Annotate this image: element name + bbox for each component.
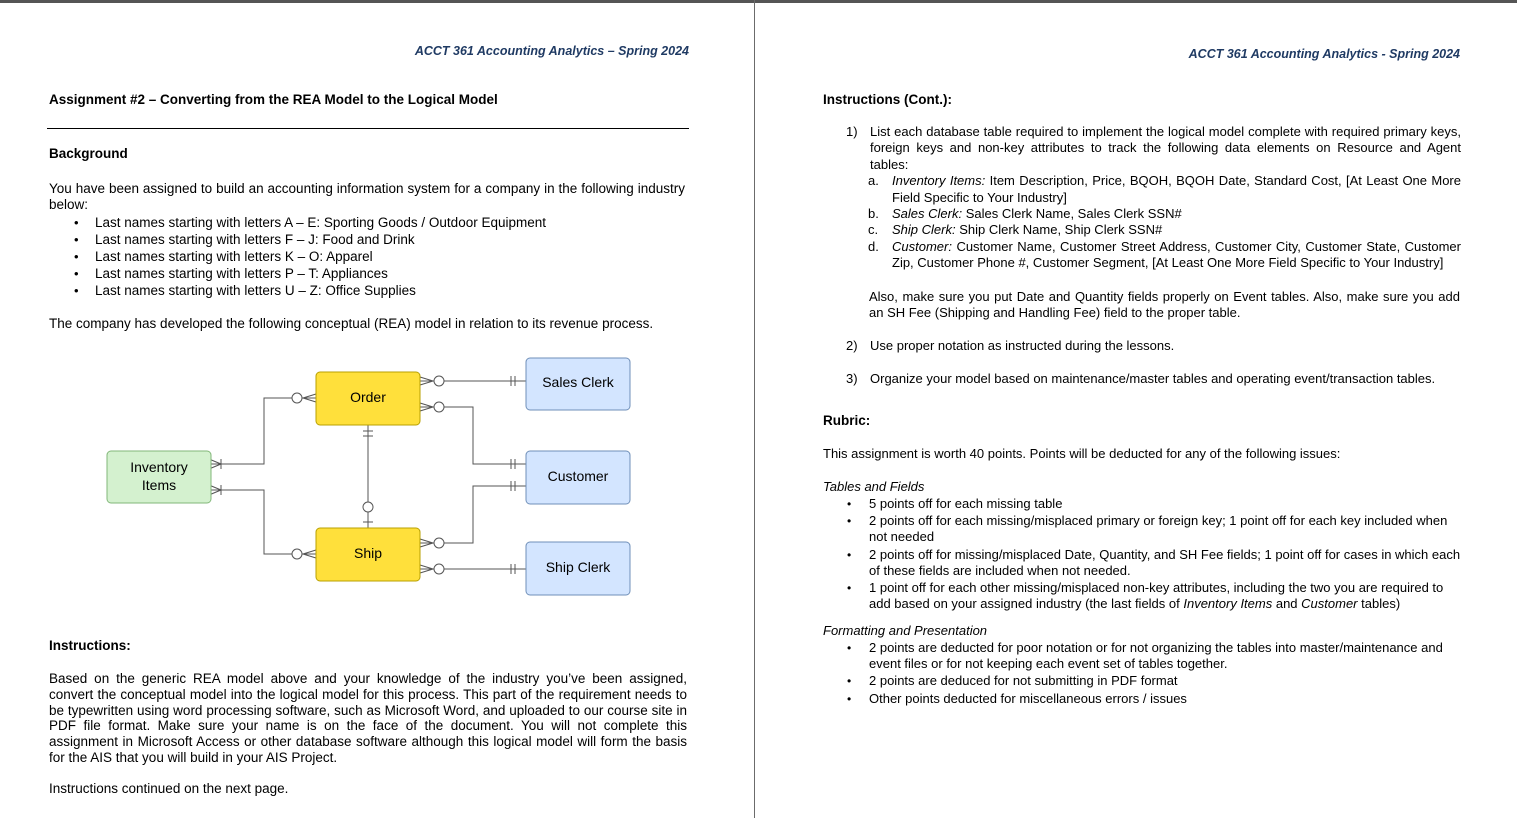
item-text: List each database table required to implement the logical model complete with required primary keys, foreign keys and non-key attributes to track the following data elements on Resource and Agent tables: [870, 124, 1461, 172]
item-number: 1) [846, 124, 858, 139]
also-note: Also, make sure you put Date and Quantity fields properly on Event tables. Also, make sure you add an SH Fee (Shipping and Handling Fee) field to the proper table. [869, 289, 1460, 321]
line-inventory-order [209, 398, 316, 464]
list-item: • 2 points off for each missing/misplaced primary or foreign key; 1 point off for each key included when not needed [823, 513, 1463, 545]
sales-clerk-label: Sales Clerk [542, 374, 614, 390]
list-item: • Last names starting with letters F – J: Food and Drink [49, 232, 689, 249]
list-item: • 1 point off for each other missing/misplaced non-key attributes, including the two you are required to add based on your assigned industry (the last fields of Inventory Items and Customer tables) [823, 580, 1463, 612]
line-ship-customer [420, 486, 526, 543]
ship-clerk-label: Ship Clerk [545, 559, 611, 575]
background-heading: Background [49, 146, 128, 161]
instruction-item-3 [846, 371, 1461, 387]
line-order-customer [420, 407, 526, 464]
list-item: • Other points deducted for miscellaneous errors / issues [823, 691, 1463, 707]
instructions-heading: Instructions: [49, 638, 131, 653]
list-item: • Last names starting with letters K – O: Apparel [49, 249, 689, 266]
list-item: • 2 points are deducted for poor notation or for not organizing the tables into master/maintenance and event files or for not keeping each event set of tables together. [823, 640, 1463, 672]
sub-item-a: a. Inventory Items: Item Description, Price, BQOH, BQOH Date, Standard Cost, [At Least One More Field Specific to Your Industry] [868, 173, 1461, 205]
background-text: You have been assigned to build an accounting information system for a company in the following industry below: [49, 181, 685, 213]
order-label: Order [350, 389, 386, 405]
sub-item-b: b. Sales Clerk: Sales Clerk Name, Sales Clerk SSN# [868, 206, 1182, 222]
line-inventory-ship [209, 490, 316, 554]
assignment-title: Assignment #2 – Converting from the REA Model to the Logical Model [49, 92, 498, 107]
item-text: Organize your model based on maintenance/master tables and operating event/transaction tables. [870, 371, 1436, 386]
instruction-item-1 [846, 124, 1461, 272]
sub-item-c: c. Ship Clerk: Ship Clerk Name, Ship Clerk SSN# [868, 222, 1163, 238]
list-item: • Last names starting with letters A – E: Sporting Goods / Outdoor Equipment [49, 215, 689, 232]
running-header-left: ACCT 361 Accounting Analytics – Spring 2024 [414, 44, 689, 58]
tables-fields-heading: Tables and Fields [823, 479, 925, 494]
list-item: • 2 points off for missing/misplaced Date, Quantity, and SH Fee fields; 1 point off for cases in which each of these fields are included when not needed. [823, 547, 1463, 579]
list-item: • Last names starting with letters U – Z: Office Supplies [49, 283, 689, 300]
list-item: • Last names starting with letters P – T: Appliances [49, 266, 689, 283]
running-header-right: ACCT 361 Accounting Analytics - Spring 2024 [1188, 47, 1460, 61]
item-text: Use proper notation as instructed during the lessons. [870, 338, 1175, 353]
instructions-text: Based on the generic REA model above and your knowledge of the industry you’ve been assigned, convert the conceptual model into the logical model for this process. This part of the requirement needs to be typewritten using word processing software, such as Microsoft Word, and uploaded to our course site in PDF file format. Make sure your name is on the face of the document. You will not complete this assignment in Microsoft Access or other database software although this logical model will form the basis for the AIS that you will build in your AIS Project. [49, 671, 687, 765]
item-number: 3) [846, 371, 858, 386]
page-2 [755, 0, 1517, 818]
customer-label: Customer [547, 468, 609, 484]
industry-list [49, 215, 689, 300]
rubric-heading: Rubric: [823, 413, 871, 428]
formatting-heading: Formatting and Presentation [823, 623, 988, 638]
item-number: 2) [846, 338, 858, 353]
list-item: • 2 points are deduced for not submitting in PDF format [823, 673, 1463, 689]
inventory-label-line1: Inventory [130, 459, 188, 475]
sub-item-d: d. Customer: Customer Name, Customer Street Address, Customer City, Customer State, Customer Zip, Customer Phone #, Customer Segment, [At Least One More Field Specific to Your Industry] [868, 238, 1461, 271]
list-item: • 5 points off for each missing table [823, 496, 1463, 512]
rubric-intro: This assignment is worth 40 points. Points will be deducted for any of the following issues: [823, 446, 1341, 461]
ship-label: Ship [353, 545, 383, 561]
title-rule [47, 128, 689, 129]
instruction-item-2 [846, 338, 1461, 354]
inventory-label-line2: Items [141, 477, 177, 493]
model-intro: The company has developed the following conceptual (REA) model in relation to its revenue process. [49, 316, 654, 331]
instructions-cont-heading: Instructions (Cont.): [823, 92, 952, 107]
page-1 [0, 0, 754, 818]
tables-fields-list [823, 496, 1463, 612]
sub-list [846, 173, 1461, 271]
continued-note: Instructions continued on the next page. [49, 781, 289, 796]
rea-diagram [100, 350, 640, 600]
formatting-list [823, 640, 1463, 707]
